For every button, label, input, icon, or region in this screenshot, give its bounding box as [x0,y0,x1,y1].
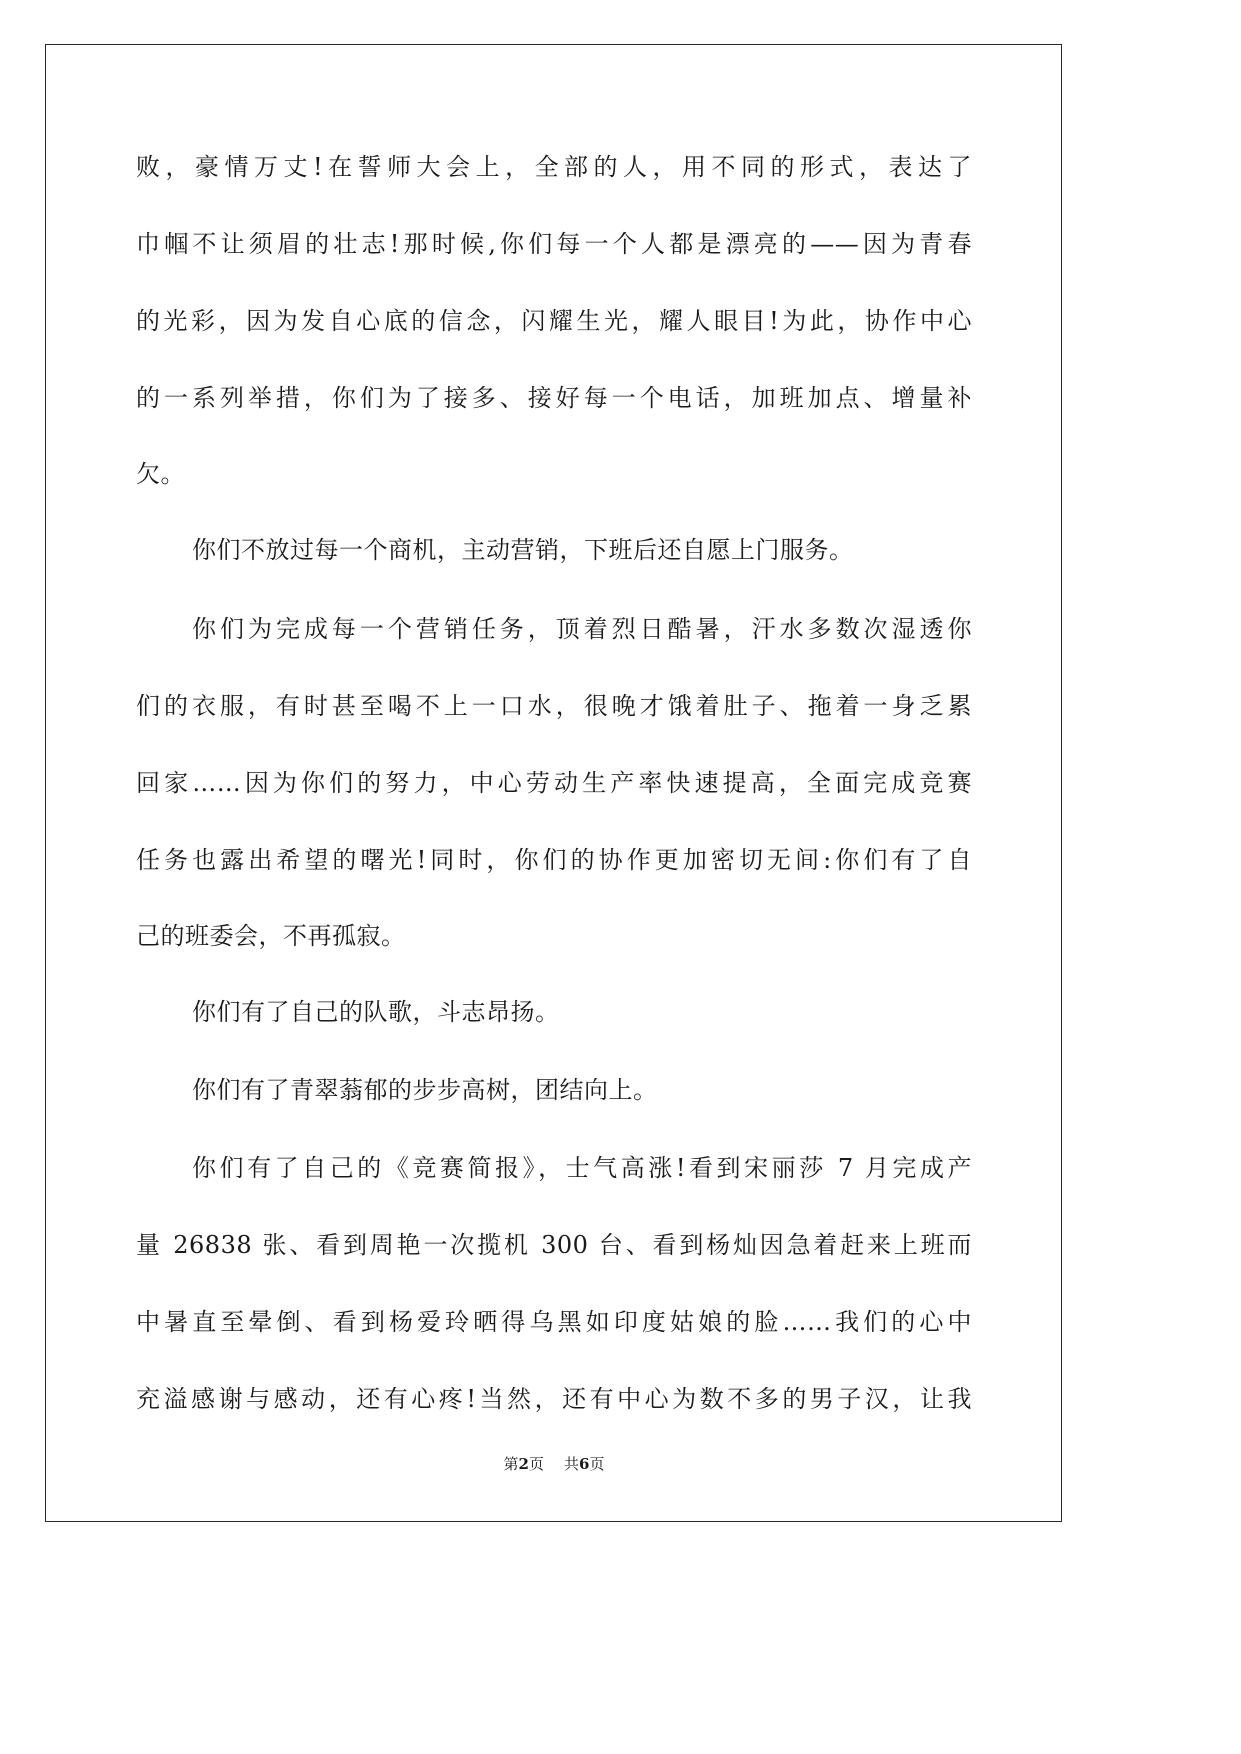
text-line: 你们不放过每一个商机，主动营销，下班后还自愿上门服务。 [192,536,854,564]
text-line: 你们为完成每一个营销任务，顶着烈日酷暑，汗水多数次湿透你 [192,615,972,643]
text-line: 回家……因为你们的努力，中心劳动生产率快速提高，全面完成竞赛 [136,769,972,797]
text-line: 己的班委会，不再孤寂。 [136,922,406,950]
text-line: 你们有了青翠蓊郁的步步高树，团结向上。 [192,1076,658,1104]
text-line: 们的衣服，有时甚至喝不上一口水，很晚才饿着肚子、拖着一身乏累 [136,692,972,720]
total-page-number: 6 [579,1455,590,1473]
total-unit: 页 [589,1455,605,1473]
text-line: 充溢感谢与感动，还有心疼!当然，还有中心为数不多的男子汉，让我 [136,1385,972,1413]
text-line: 欠。 [136,460,185,488]
page-prefix: 第 [503,1455,519,1473]
text-line: 中暑直至晕倒、看到杨爱玲晒得乌黑如印度姑娘的脸……我们的心中 [136,1308,972,1336]
current-page-number: 2 [518,1455,529,1473]
total-prefix: 共 [564,1455,580,1473]
text-line: 的一系列举措，你们为了接多、接好每一个电话，加班加点、增量补 [136,384,972,412]
text-line: 你们有了自己的队歌，斗志昂扬。 [192,998,560,1026]
text-line: 败，豪情万丈!在誓师大会上，全部的人，用不同的形式，表达了 [136,153,972,181]
text-line: 巾帼不让须眉的壮志!那时候,你们每一个人都是漂亮的——因为青春 [136,230,972,258]
text-line: 量 26838 张、看到周艳一次揽机 300 台、看到杨灿因急着赶来上班而 [136,1231,972,1259]
text-line: 你们有了自己的《竞赛简报》，士气高涨!看到宋丽莎 7 月完成产 [192,1154,972,1182]
text-line: 任务也露出希望的曙光!同时，你们的协作更加密切无间:你们有了自 [136,846,972,874]
page-unit: 页 [528,1455,544,1473]
page-footer [0,1452,1108,1476]
text-line: 的光彩，因为发自心底的信念，闪耀生光，耀人眼目!为此，协作中心 [136,307,972,335]
